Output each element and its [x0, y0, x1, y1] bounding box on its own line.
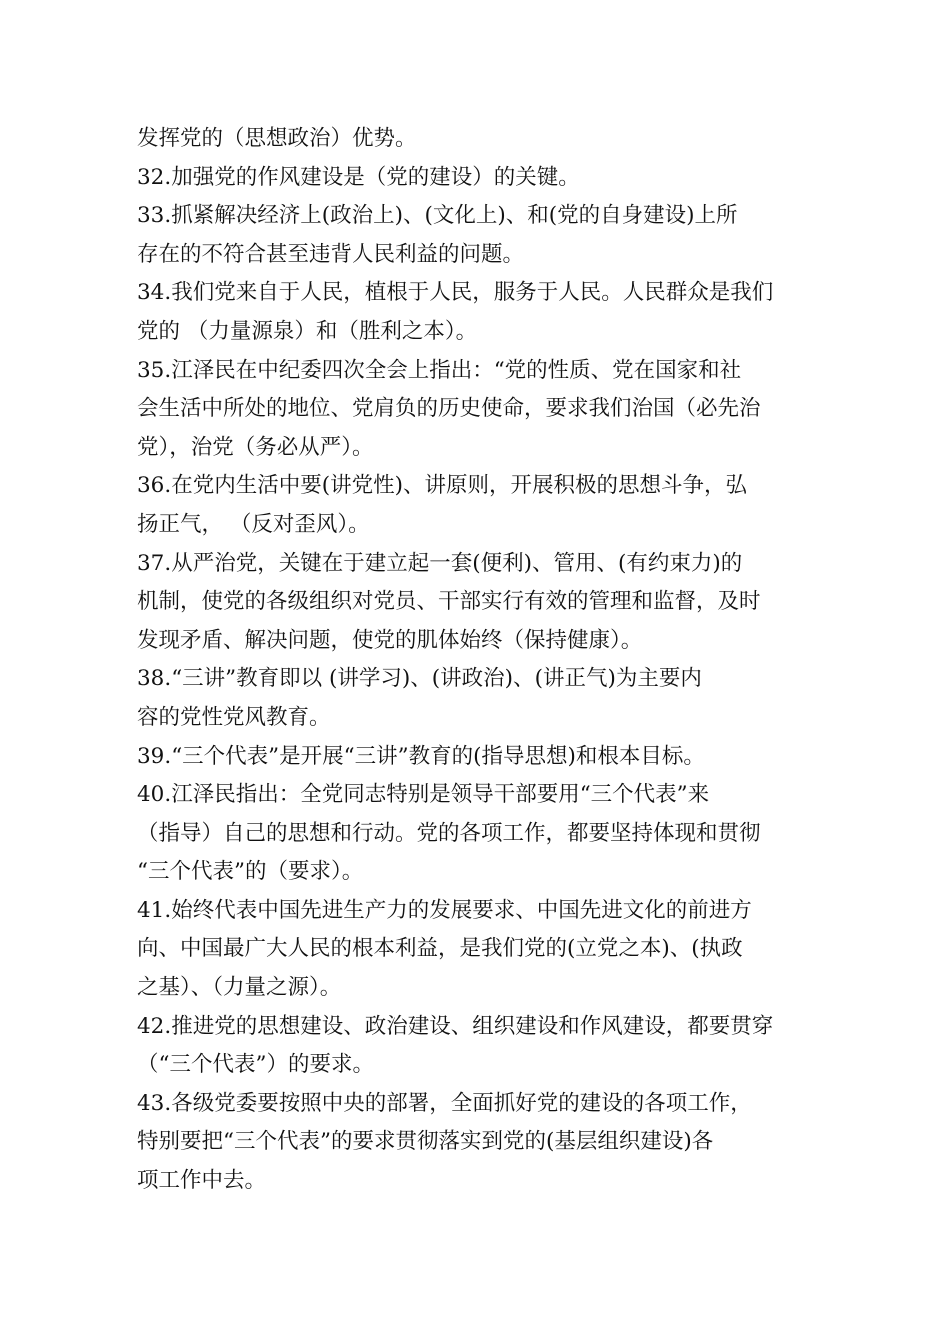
text-line: 34.我们党来自于人民，植根于人民，服务于人民。人民群众是我们 — [137, 280, 774, 306]
text-line: 32.加强党的作风建设是（党的建设）的关键。 — [137, 164, 580, 190]
text-line: （“三个代表”）的要求。 — [137, 1052, 374, 1078]
text-line: 38.“三讲”教育即以 (讲学习)、(讲政治)、(讲正气)为主要内 — [137, 666, 702, 692]
text-line: 之基）、（力量之源）。 — [137, 975, 342, 1001]
text-line: 存在的不符合甚至违背人民利益的问题。 — [137, 241, 525, 267]
text-line: 40.江泽民指出：全党同志特别是领导干部要用“三个代表”来 — [137, 782, 710, 808]
text-line: 党的 （力量源泉）和（胜利之本）。 — [137, 318, 478, 344]
text-line: 会生活中所处的地位、党肩负的历史使命，要求我们治国（必先治 — [137, 396, 761, 422]
text-line: 扬正气， （反对歪风）。 — [137, 511, 370, 537]
text-line: 43.各级党委要按照中央的部署，全面抓好党的建设的各项工作， — [137, 1090, 752, 1116]
text-line: 发挥党的（思想政治）优势。 — [137, 126, 417, 151]
text-line: 项工作中去。 — [137, 1168, 267, 1194]
text-line: 党），治党（务必从严）。 — [137, 434, 374, 460]
text-line: “三个代表”的（要求）。 — [137, 859, 364, 885]
text-line: 发现矛盾、解决问题，使党的肌体始终（保持健康）。 — [137, 627, 643, 653]
text-line: 37.从严治党，关键在于建立起一套(便利)、管用、(有约束力)的 — [137, 550, 743, 576]
text-line: 36.在党内生活中要(讲党性)、讲原则，开展积极的思想斗争，弘 — [137, 473, 747, 499]
text-line: 向、中国最广大人民的根本利益，是我们党的(立党之本)、(执政 — [137, 936, 743, 962]
text-line: 机制，使党的各级组织对党员、干部实行有效的管理和监督，及时 — [137, 589, 761, 615]
text-line: 35.江泽民在中纪委四次全会上指出：“党的性质、党在国家和社 — [137, 357, 742, 383]
text-line: 容的党性党风教育。 — [137, 704, 331, 730]
text-line: 41.始终代表中国先进生产力的发展要求、中国先进文化的前进方 — [137, 897, 752, 923]
text-line: 42.推进党的思想建设、政治建设、组织建设和作风建设，都要贯穿 — [137, 1013, 774, 1039]
text-line: 33.抓紧解决经济上(政治上)、(文化上)、和(党的自身建设)上所 — [137, 203, 738, 229]
text-line: （指导）自己的思想和行动。党的各项工作，都要坚持体现和贯彻 — [137, 820, 761, 846]
document-page — [137, 120, 817, 1201]
text-line: 特别要把“三个代表”的要求贯彻落实到党的(基层组织建设)各 — [137, 1129, 714, 1155]
text-line: 39.“三个代表”是开展“三讲”教育的(指导思想)和根本目标。 — [137, 743, 705, 769]
